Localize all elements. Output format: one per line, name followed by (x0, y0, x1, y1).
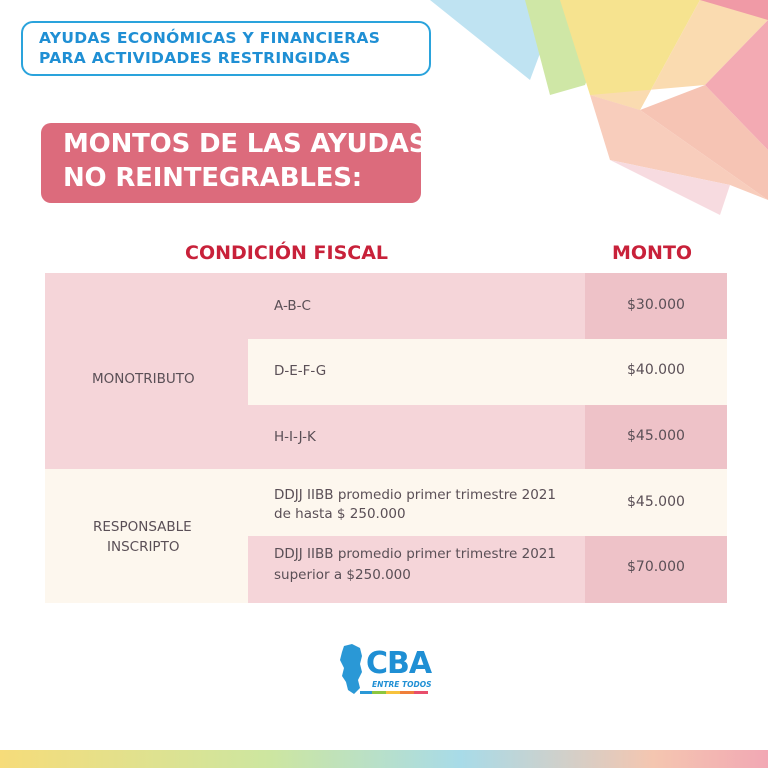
logo-tagline: ENTRE TODOS (372, 680, 432, 689)
title-line-2: NO REINTEGRABLES: (63, 163, 362, 193)
condition-line-1: DDJJ IIBB promedio primer trimestre 2021 (274, 487, 556, 503)
title-line-1: MONTOS DE LAS AYUDAS (63, 129, 428, 159)
column-header-monto: MONTO (612, 242, 693, 264)
amount-value: $45.000 (627, 428, 685, 444)
table-row (248, 469, 585, 536)
logo-text: CBA (366, 646, 432, 681)
cba-logo (338, 642, 432, 700)
category-label: H-I-J-K (274, 429, 316, 445)
amount-cell (585, 273, 727, 339)
amount-cell (585, 536, 727, 603)
amount-cell (585, 405, 727, 469)
amount-cell (585, 339, 727, 405)
amount-value: $40.000 (627, 362, 685, 378)
header-banner (21, 21, 431, 76)
category-label: A-B-C (274, 298, 311, 314)
condition-line-2: superior a $250.000 (274, 567, 411, 583)
table-row (248, 339, 585, 405)
amount-value: $70.000 (627, 559, 685, 575)
title-banner (41, 123, 428, 203)
header-line-2: PARA ACTIVIDADES RESTRINGIDAS (39, 49, 351, 67)
bottom-color-strip (0, 750, 768, 768)
group-label-responsable: RESPONSABLE (93, 519, 192, 535)
group-cell-monotributo (45, 273, 248, 469)
column-header-fiscal: CONDICIÓN FISCAL (185, 242, 389, 264)
condition-line-1: DDJJ IIBB promedio primer trimestre 2021 (274, 546, 556, 562)
category-label: D-E-F-G (274, 363, 327, 379)
group-cell-responsable-inscripto (45, 469, 248, 603)
amount-value: $30.000 (627, 297, 685, 313)
condition-line-2: de hasta $ 250.000 (274, 506, 406, 522)
header-line-1: AYUDAS ECONÓMICAS Y FINANCIERAS (39, 29, 381, 47)
group-label-monotributo: MONOTRIBUTO (92, 371, 195, 387)
table-row (248, 405, 585, 469)
amount-value: $45.000 (627, 494, 685, 510)
table-row (248, 273, 585, 339)
amount-cell (585, 469, 727, 536)
group-label-inscripto: INSCRIPTO (107, 539, 180, 555)
table-row (248, 536, 585, 603)
